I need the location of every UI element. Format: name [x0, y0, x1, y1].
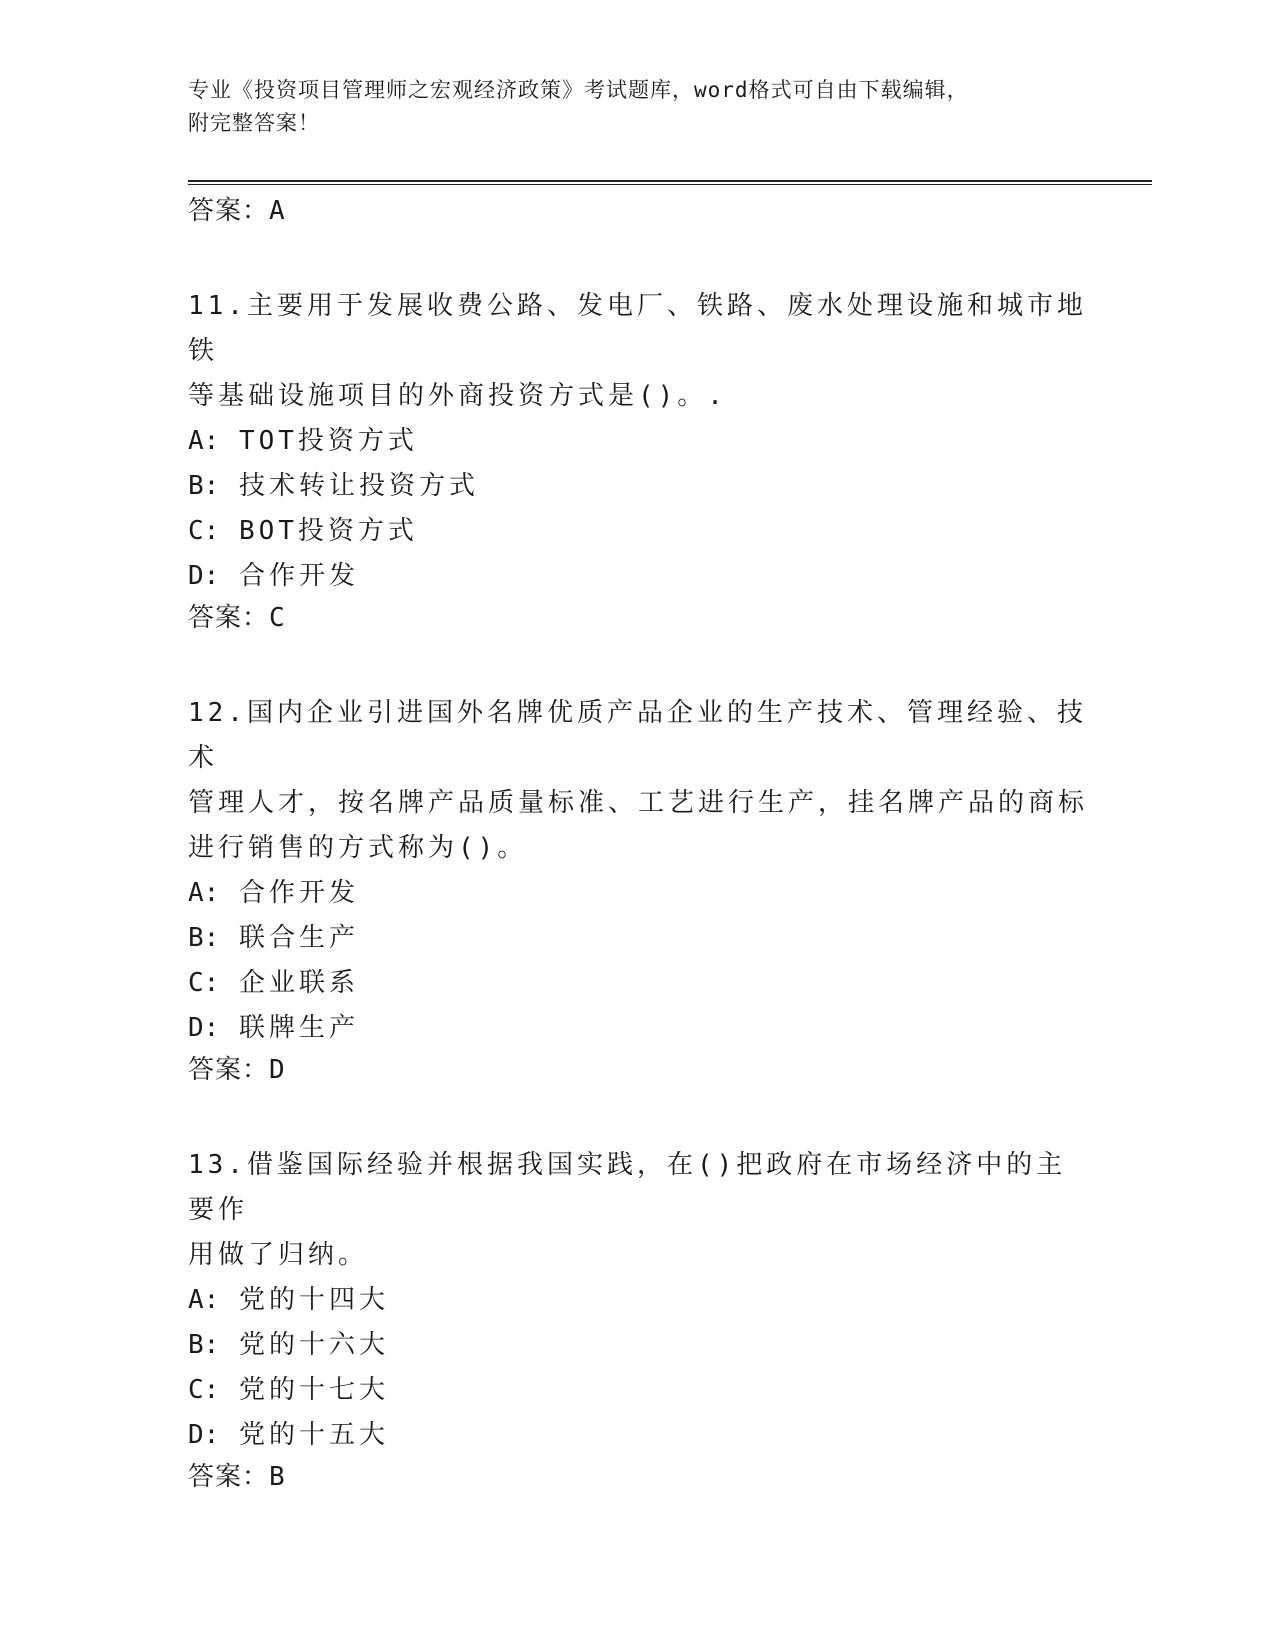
- option-letter: B:: [188, 1330, 220, 1360]
- question-list: [188, 192, 1088, 1496]
- option-letter: D:: [188, 1013, 220, 1043]
- question-number: 13.: [188, 1150, 247, 1180]
- header-line-2: 附完整答案！: [188, 111, 320, 135]
- option-letter: C:: [188, 1375, 220, 1405]
- answer-line: [188, 1051, 1088, 1089]
- page-header: [188, 74, 1068, 140]
- option-c: [188, 1368, 1088, 1413]
- option-b: [188, 464, 1088, 509]
- question-13: [188, 1143, 1088, 1496]
- option-b: [188, 916, 1088, 961]
- answer-line: [188, 1458, 1088, 1496]
- option-text: 技术转让投资方式: [238, 471, 479, 501]
- header-divider: [188, 180, 1152, 185]
- answer-value: B: [269, 1462, 286, 1492]
- option-text: BOT投资方式: [238, 516, 418, 546]
- option-text: TOT投资方式: [238, 426, 418, 456]
- question-stem: [188, 284, 1088, 419]
- stem-line-1: 主要用于发展收费公路、发电厂、铁路、废水处理设施和城市地铁: [188, 291, 1087, 366]
- option-letter: A:: [188, 1285, 220, 1315]
- option-c: [188, 509, 1088, 554]
- option-letter: B:: [188, 923, 220, 953]
- option-c: [188, 961, 1088, 1006]
- option-letter: A:: [188, 426, 220, 456]
- answer-value: C: [269, 603, 286, 633]
- option-text: 党的十七大: [238, 1375, 389, 1405]
- answer-label: 答案：: [188, 196, 270, 226]
- answer-line: [188, 599, 1088, 637]
- answer-label: 答案：: [188, 603, 270, 633]
- answer-label: 答案：: [188, 1055, 270, 1085]
- answer-label: 答案：: [188, 1462, 270, 1492]
- stem-line-1: 借鉴国际经验并根据我国实践，在()把政府在市场经济中的主要作: [188, 1150, 1067, 1225]
- option-text: 党的十六大: [238, 1330, 389, 1360]
- option-letter: D:: [188, 561, 220, 591]
- stem-line-2: 用做了归纳。: [188, 1240, 369, 1270]
- option-a: [188, 419, 1088, 464]
- question-stem: [188, 1143, 1088, 1278]
- option-text: 党的十五大: [238, 1420, 389, 1450]
- question-12: [188, 691, 1088, 1089]
- option-b: [188, 1323, 1088, 1368]
- option-letter: C:: [188, 968, 220, 998]
- stem-line-2: 管理人才，按名牌产品质量标准、工艺进行生产，挂名牌产品的商标: [188, 788, 1089, 818]
- option-text: 合作开发: [238, 878, 359, 908]
- option-letter: D:: [188, 1420, 220, 1450]
- question-number: 11.: [188, 291, 247, 321]
- stem-line-1: 国内企业引进国外名牌优质产品企业的生产技术、管理经验、技术: [188, 698, 1087, 773]
- stem-line-2: 等基础设施项目的外商投资方式是()。.: [188, 381, 727, 411]
- question-11: [188, 284, 1088, 637]
- header-line-1: 专业《投资项目管理师之宏观经济政策》考试题库，word格式可自由下载编辑，: [188, 78, 969, 102]
- option-letter: A:: [188, 878, 220, 908]
- question-number: 12.: [188, 698, 247, 728]
- answer-value: D: [269, 1055, 286, 1085]
- previous-answer: [188, 192, 1088, 230]
- option-letter: C:: [188, 516, 220, 546]
- option-a: [188, 871, 1088, 916]
- option-d: [188, 1413, 1088, 1458]
- option-d: [188, 554, 1088, 599]
- option-a: [188, 1278, 1088, 1323]
- option-text: 党的十四大: [238, 1285, 389, 1315]
- option-text: 合作开发: [238, 561, 359, 591]
- option-letter: B:: [188, 471, 220, 501]
- stem-line-3: 进行销售的方式称为()。: [188, 833, 528, 863]
- option-d: [188, 1006, 1088, 1051]
- option-text: 企业联系: [238, 968, 359, 998]
- option-text: 联牌生产: [238, 1013, 359, 1043]
- option-text: 联合生产: [238, 923, 359, 953]
- answer-value: A: [269, 196, 286, 226]
- question-stem: [188, 691, 1088, 871]
